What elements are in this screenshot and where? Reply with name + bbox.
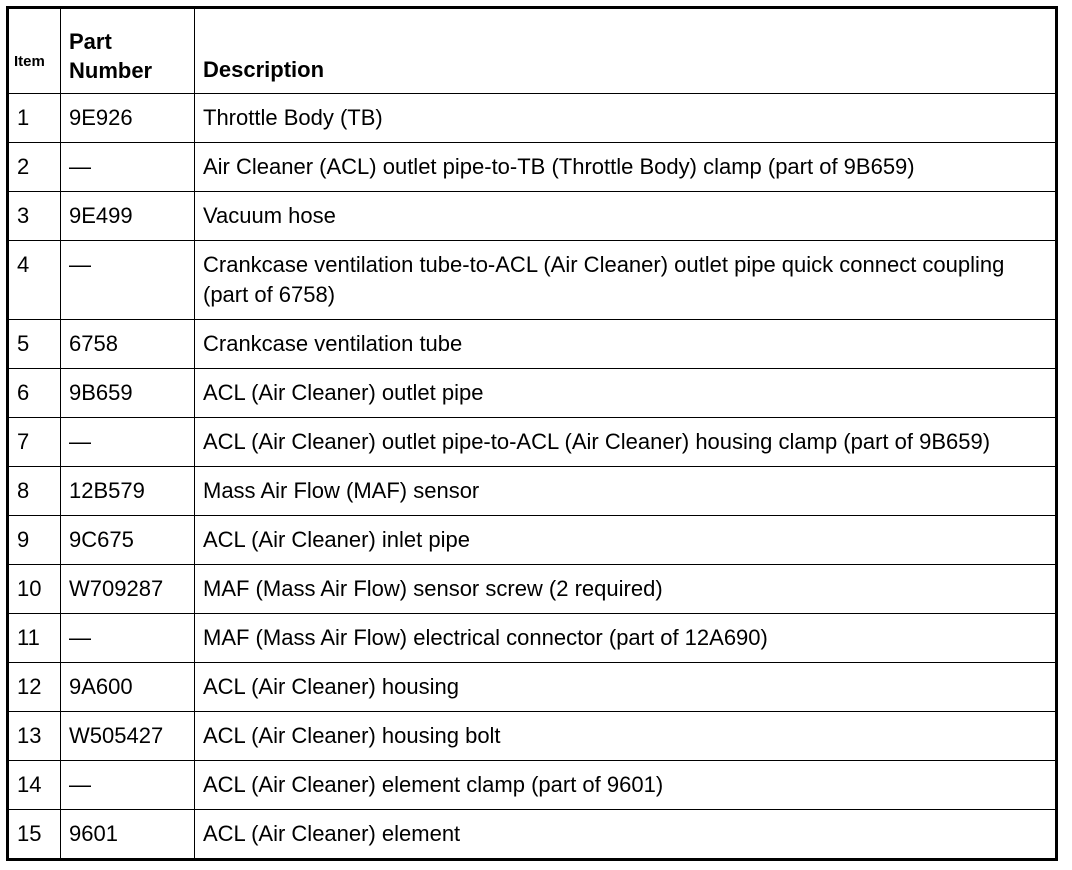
cell-part-number: —	[61, 241, 195, 320]
cell-item: 6	[8, 369, 61, 418]
header-row	[8, 8, 1057, 94]
cell-item: 12	[8, 663, 61, 712]
table-row	[8, 320, 1057, 369]
cell-part-number: 9E499	[61, 192, 195, 241]
cell-part-number: 9601	[61, 810, 195, 860]
cell-description: ACL (Air Cleaner) element clamp (part of 9601)	[195, 761, 1057, 810]
cell-part-number: —	[61, 761, 195, 810]
table-row	[8, 810, 1057, 860]
cell-description: ACL (Air Cleaner) housing	[195, 663, 1057, 712]
table-row	[8, 467, 1057, 516]
cell-description: ACL (Air Cleaner) inlet pipe	[195, 516, 1057, 565]
table-row	[8, 712, 1057, 761]
cell-item: 8	[8, 467, 61, 516]
cell-item: 4	[8, 241, 61, 320]
header-item: Item	[8, 8, 61, 94]
cell-item: 1	[8, 94, 61, 143]
table-row	[8, 516, 1057, 565]
cell-part-number: —	[61, 418, 195, 467]
table-row	[8, 418, 1057, 467]
cell-item: 11	[8, 614, 61, 663]
cell-item: 5	[8, 320, 61, 369]
header-part-line2: Number	[69, 58, 153, 83]
cell-part-number: 9C675	[61, 516, 195, 565]
cell-item: 3	[8, 192, 61, 241]
cell-description: Mass Air Flow (MAF) sensor	[195, 467, 1057, 516]
cell-part-number: W709287	[61, 565, 195, 614]
cell-description: Throttle Body (TB)	[195, 94, 1057, 143]
cell-description: Vacuum hose	[195, 192, 1057, 241]
cell-part-number: 9E926	[61, 94, 195, 143]
cell-part-number: 9A600	[61, 663, 195, 712]
table-row	[8, 565, 1057, 614]
table-row	[8, 94, 1057, 143]
cell-description: ACL (Air Cleaner) outlet pipe	[195, 369, 1057, 418]
cell-item: 13	[8, 712, 61, 761]
cell-description: MAF (Mass Air Flow) electrical connector (part of 12A690)	[195, 614, 1057, 663]
cell-item: 7	[8, 418, 61, 467]
cell-item: 15	[8, 810, 61, 860]
cell-item: 2	[8, 143, 61, 192]
cell-item: 9	[8, 516, 61, 565]
table-row	[8, 761, 1057, 810]
cell-item: 14	[8, 761, 61, 810]
table-row	[8, 192, 1057, 241]
table-row	[8, 663, 1057, 712]
header-part-number	[61, 8, 195, 94]
cell-description: ACL (Air Cleaner) element	[195, 810, 1057, 860]
cell-part-number: 6758	[61, 320, 195, 369]
header-description: Description	[195, 8, 1057, 94]
table-row	[8, 143, 1057, 192]
cell-description: ACL (Air Cleaner) outlet pipe-to-ACL (Air Cleaner) housing clamp (part of 9B659)	[195, 418, 1057, 467]
cell-description: Crankcase ventilation tube	[195, 320, 1057, 369]
table-header	[8, 8, 1057, 94]
cell-description: Air Cleaner (ACL) outlet pipe-to-TB (Throttle Body) clamp (part of 9B659)	[195, 143, 1057, 192]
cell-description: MAF (Mass Air Flow) sensor screw (2 required)	[195, 565, 1057, 614]
cell-part-number: —	[61, 143, 195, 192]
header-part-line1: Part	[69, 29, 112, 54]
cell-part-number: W505427	[61, 712, 195, 761]
cell-description: ACL (Air Cleaner) housing bolt	[195, 712, 1057, 761]
cell-part-number: —	[61, 614, 195, 663]
cell-part-number: 12B579	[61, 467, 195, 516]
cell-part-number: 9B659	[61, 369, 195, 418]
table-row	[8, 369, 1057, 418]
table-row	[8, 614, 1057, 663]
cell-description: Crankcase ventilation tube-to-ACL (Air Cleaner) outlet pipe quick connect coupling (part of 6758)	[195, 241, 1057, 320]
table-body	[8, 94, 1057, 860]
cell-item: 10	[8, 565, 61, 614]
parts-table	[6, 6, 1058, 861]
table-row	[8, 241, 1057, 320]
